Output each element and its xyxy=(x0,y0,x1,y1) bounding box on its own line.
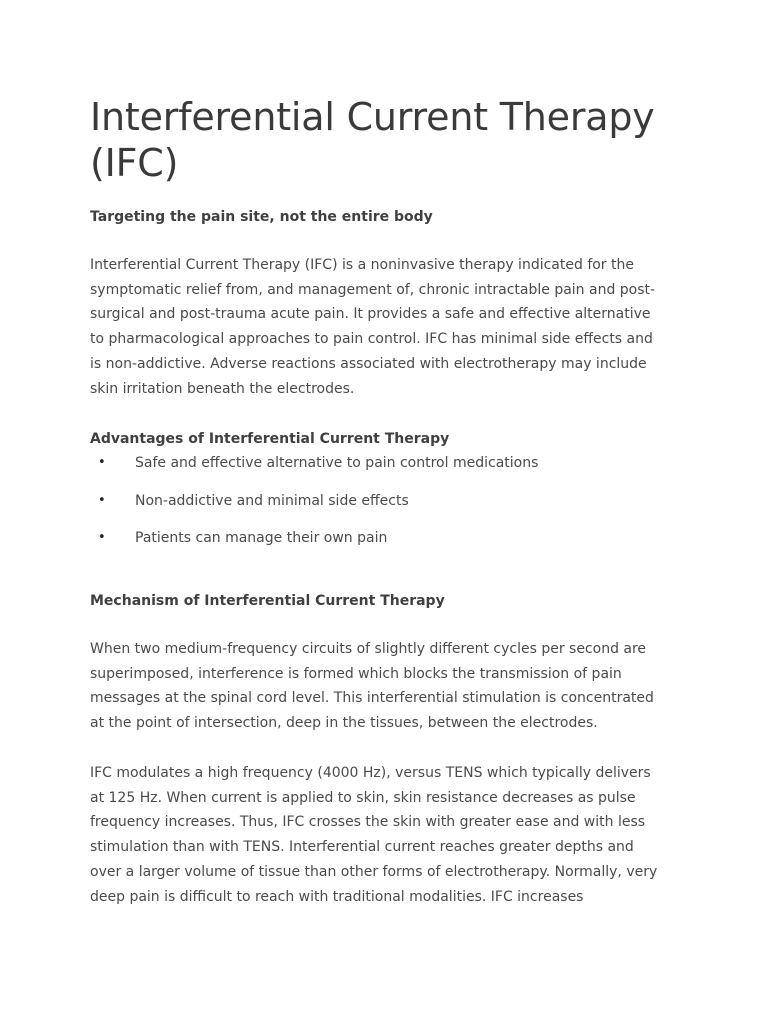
mechanism-line: IFC modulates a high frequency (4000 Hz), versus TENS which typically delivers xyxy=(90,765,651,781)
page-subtitle: Targeting the pain site, not the entire body xyxy=(90,209,433,225)
list-item-text: Patients can manage their own pain xyxy=(135,530,388,546)
mechanism-paragraph-2 xyxy=(90,761,657,909)
title-line-1: Interferential Current Therapy xyxy=(90,95,655,139)
mechanism-line: at the point of intersection, deep in the tissues, between the electrodes. xyxy=(90,715,598,732)
intro-line: to pharmacological approaches to pain control. IFC has minimal side effects and xyxy=(90,331,653,348)
intro-paragraph xyxy=(90,253,655,401)
bullet-icon: • xyxy=(98,492,106,508)
mechanism-heading: Mechanism of Interferential Current Therapy xyxy=(90,593,445,609)
mechanism-line: superimposed, interference is formed which blocks the transmission of pain xyxy=(90,665,622,682)
title-line-2: (IFC) xyxy=(90,141,179,185)
advantages-heading: Advantages of Interferential Current Therapy xyxy=(90,431,450,447)
list-item-text: Non-addictive and minimal side effects xyxy=(135,492,409,509)
mechanism-line: When two medium-frequency circuits of slightly different cycles per second are xyxy=(90,641,647,657)
list-item-text: Safe and effective alternative to pain control medications xyxy=(135,455,539,471)
intro-line: symptomatic relief from, and management of, chronic intractable pain and post- xyxy=(90,281,656,298)
intro-line: Interferential Current Therapy (IFC) is a noninvasive therapy indicated for the xyxy=(90,257,634,273)
mechanism-line: messages at the spinal cord level. This interferential stimulation is concentrated xyxy=(90,690,654,707)
intro-line: surgical and post-trauma acute pain. It provides a safe and effective alternative xyxy=(90,306,651,323)
bullet-icon: • xyxy=(98,455,106,470)
mechanism-line: frequency increases. Thus, IFC crosses the skin with greater ease and with less xyxy=(90,814,646,831)
mechanism-line: deep pain is difficult to reach with traditional modalities. IFC increases xyxy=(90,888,584,905)
mechanism-line: at 125 Hz. When current is applied to skin, skin resistance decreases as pulse xyxy=(90,789,636,806)
page-title xyxy=(90,94,655,186)
intro-line: skin irritation beneath the electrodes. xyxy=(90,380,355,397)
intro-line: is non-addictive. Adverse reactions associated with electrotherapy may include xyxy=(90,355,647,372)
mechanism-paragraph-1 xyxy=(90,637,654,736)
bullet-icon: • xyxy=(98,530,106,545)
mechanism-line: over a larger volume of tissue than other forms of electrotherapy. Normally, very xyxy=(90,863,658,880)
mechanism-line: stimulation than with TENS. Interferential current reaches greater depths and xyxy=(90,839,634,856)
